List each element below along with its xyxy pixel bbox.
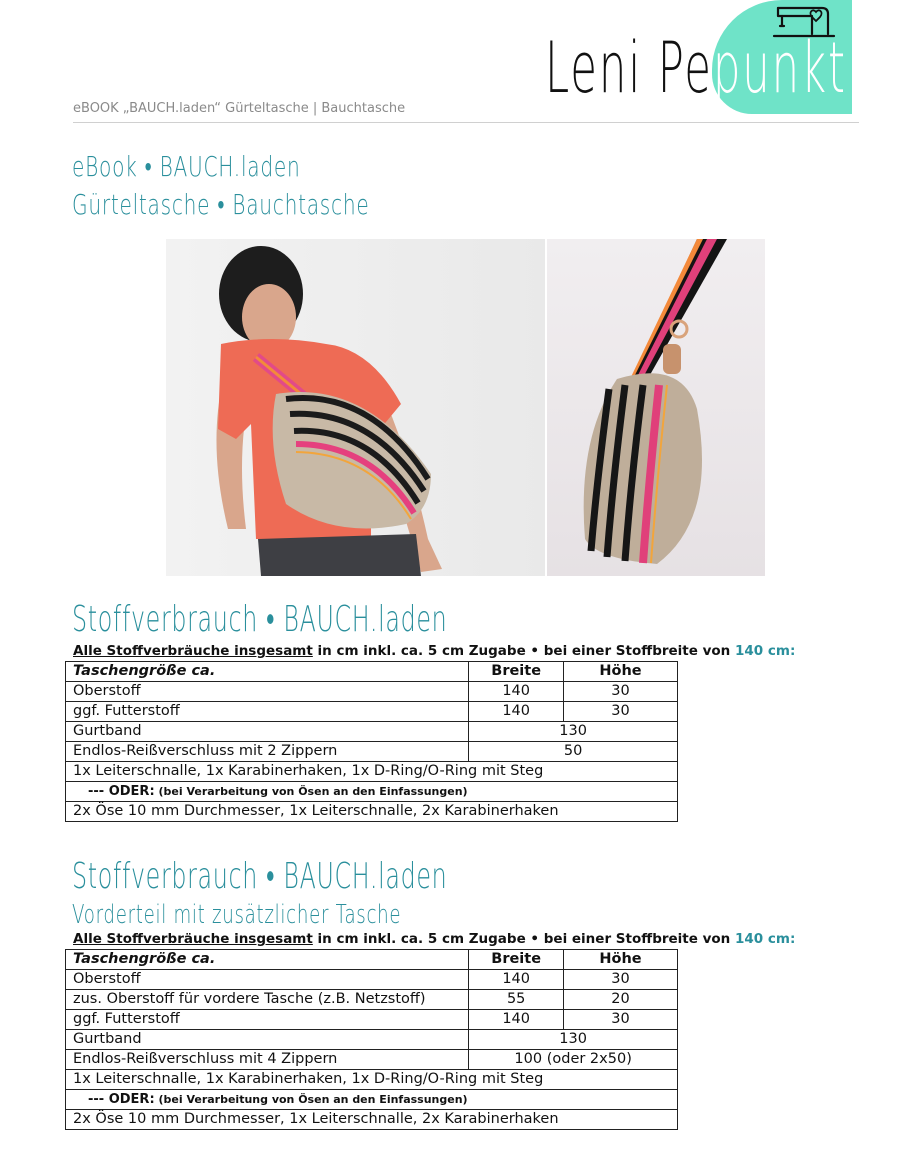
breadcrumb: eBOOK „BAUCH.laden“ Gürteltasche | Bauchtasche [73, 101, 406, 116]
fabric-note: Alle Stoffverbräuche insgesamt in cm inkl. ca. 5 cm Zugabe • bei einer Stoffbreite von 140 cm: [73, 643, 796, 659]
table-header-row: Taschengröße ca. Breite Höhe [66, 950, 678, 970]
table-row: 2x Öse 10 mm Durchmesser, 1x Leiterschnalle, 2x Karabinerhaken [66, 1110, 678, 1130]
table-row: Gurtband 130 [66, 722, 678, 742]
table-row: 2x Öse 10 mm Durchmesser, 1x Leiterschnalle, 2x Karabinerhaken [66, 802, 678, 822]
table-row: ggf. Futterstoff 140 30 [66, 1010, 678, 1030]
page-title: eBook • BAUCH.laden [72, 150, 301, 183]
table-row: Oberstoff 140 30 [66, 970, 678, 990]
header-divider [73, 122, 859, 123]
brand-logo: Leni Pepunkt. [545, 27, 863, 109]
section-heading: Stoffverbrauch • BAUCH.laden [72, 599, 448, 640]
table-row: Oberstoff 140 30 [66, 682, 678, 702]
table-row: ggf. Futterstoff 140 30 [66, 702, 678, 722]
section-heading: Stoffverbrauch • BAUCH.laden [72, 856, 448, 897]
table-row: --- ODER: (bei Verarbeitung von Ösen an den Einfassungen) [66, 1090, 678, 1110]
page-subtitle: Gürteltasche • Bauchtasche [72, 188, 370, 221]
fabric-table [65, 661, 678, 822]
table-row: zus. Oberstoff für vordere Tasche (z.B. Netzstoff) 55 20 [66, 990, 678, 1010]
photo-bag-hanging [547, 239, 765, 576]
table-row: Gurtband 130 [66, 1030, 678, 1050]
fabric-table [65, 949, 678, 1130]
table-row: Endlos-Reißverschluss mit 4 Zippern 100 (oder 2x50) [66, 1050, 678, 1070]
section-subheading: Vorderteil mit zusätzlicher Tasche [72, 900, 402, 930]
photo-woman-wearing-bag [166, 239, 545, 576]
fabric-note: Alle Stoffverbräuche insgesamt in cm inkl. ca. 5 cm Zugabe • bei einer Stoffbreite von 140 cm: [73, 931, 796, 947]
table-header-row: Taschengröße ca. Breite Höhe [66, 662, 678, 682]
table-row: 1x Leiterschnalle, 1x Karabinerhaken, 1x D-Ring/O-Ring mit Steg [66, 1070, 678, 1090]
table-row: --- ODER: (bei Verarbeitung von Ösen an den Einfassungen) [66, 782, 678, 802]
table-row: 1x Leiterschnalle, 1x Karabinerhaken, 1x D-Ring/O-Ring mit Steg [66, 762, 678, 782]
table-row: Endlos-Reißverschluss mit 2 Zippern 50 [66, 742, 678, 762]
